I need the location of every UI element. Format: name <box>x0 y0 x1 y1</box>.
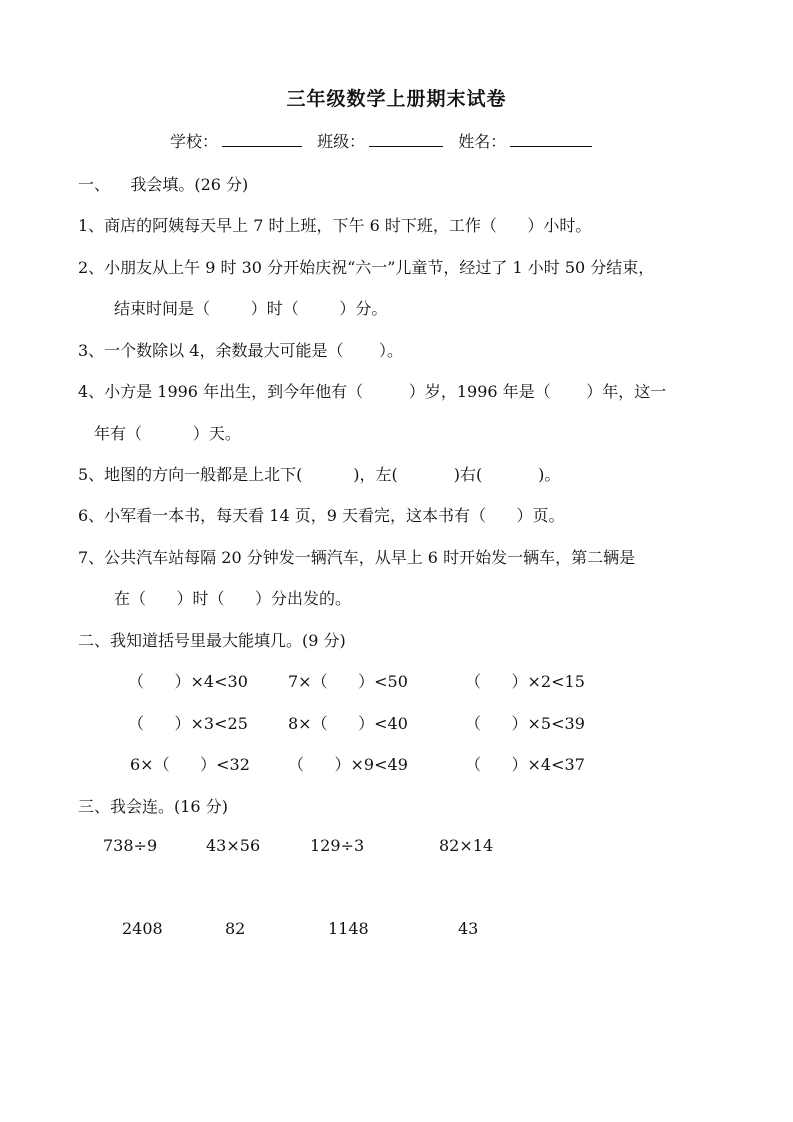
question-7-line1: 7、公共汽车站每隔 20 分钟发一辆汽车，从早上 6 时开始发一辆车，第二辆是 <box>78 548 636 567</box>
result-item[interactable]: 2408 <box>122 919 163 938</box>
inequality-item: （ ）×4<37 <box>465 755 585 774</box>
name-blank[interactable] <box>510 132 592 147</box>
section2-header: 二、我知道括号里最大能填几。(9 分) <box>78 631 346 650</box>
inequality-item: （ ）×5<39 <box>465 714 585 733</box>
inequality-item: （ ）×2<15 <box>465 672 585 691</box>
question-4-line2: 年有（ ）天。 <box>94 424 241 443</box>
inequality-item: （ ）×3<25 <box>128 714 248 733</box>
school-blank[interactable] <box>222 132 302 147</box>
section3-header: 三、我会连。(16 分) <box>78 797 228 816</box>
question-7-line2: 在（ ）时（ ）分出发的。 <box>114 589 352 608</box>
inequality-item: （ ）×4<30 <box>128 672 248 691</box>
question-4-line1: 4、小方是 1996 年出生，到今年他有（ ）岁，1996 年是（ ）年，这一 <box>78 382 667 401</box>
question-2-line1: 2、小朋友从上午 9 时 30 分开始庆祝“六一”儿童节，经过了 1 小时 50 分结束， <box>78 258 655 277</box>
expression-item[interactable]: 82×14 <box>439 836 494 855</box>
result-item[interactable]: 1148 <box>328 919 369 938</box>
question-3: 3、一个数除以 4，余数最大可能是（ ）。 <box>78 341 404 360</box>
name-label: 姓名： <box>458 132 507 151</box>
result-item[interactable]: 43 <box>458 919 479 938</box>
page-title: 三年级数学上册期末试卷 <box>286 88 507 110</box>
expression-item[interactable]: 129÷3 <box>310 836 365 855</box>
question-5: 5、地图的方向一般都是上北下( )，左( )右( )。 <box>78 465 561 484</box>
expression-item[interactable]: 738÷9 <box>103 836 158 855</box>
section1-header: 一、 我会填。(26 分) <box>78 175 249 194</box>
question-1: 1、商店的阿姨每天早上 7 时上班，下午 6 时下班，工作（ ）小时。 <box>78 216 592 235</box>
class-label: 班级： <box>317 132 366 151</box>
result-item[interactable]: 82 <box>225 919 246 938</box>
expression-item[interactable]: 43×56 <box>206 836 261 855</box>
inequality-item: 6×（ ）<32 <box>130 755 250 774</box>
class-blank[interactable] <box>369 132 443 147</box>
inequality-item: （ ）×9<49 <box>288 755 408 774</box>
question-6: 6、小军看一本书，每天看 14 页，9 天看完，这本书有（ ）页。 <box>78 506 565 525</box>
question-2-line2: 结束时间是（ ）时（ ）分。 <box>114 299 388 318</box>
school-label: 学校： <box>170 132 219 151</box>
inequality-item: 8×（ ）<40 <box>288 714 408 733</box>
student-info-line <box>170 129 592 152</box>
inequality-item: 7×（ ）<50 <box>288 672 408 691</box>
